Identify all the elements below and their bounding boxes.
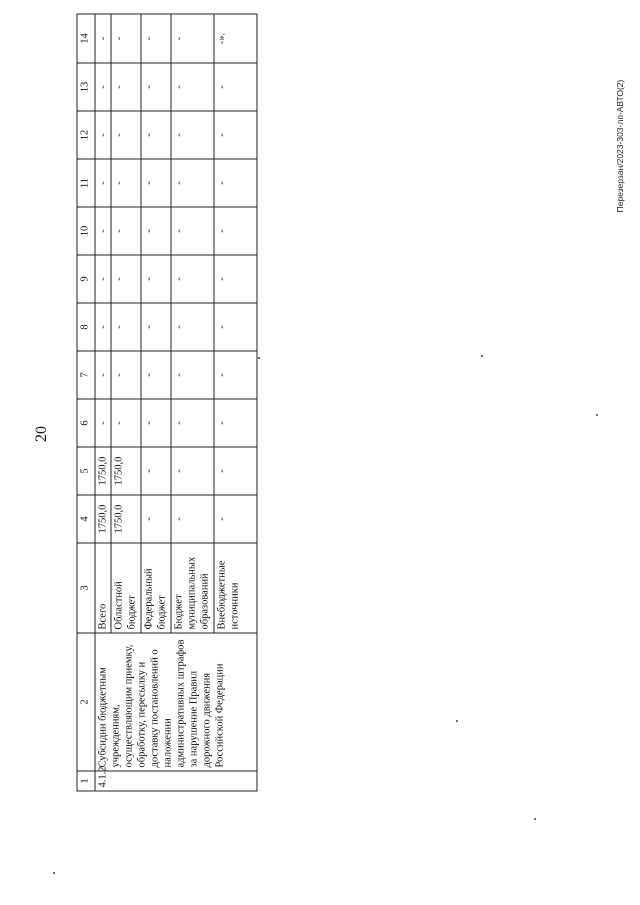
value-cell: - (97, 85, 109, 89)
row-description: Субсидии бюджетным учреждениям, осуществляющим приемку, обработку, пересылку и доставку постановлений о наложении административных штрафов за нарушение Правил дорожного движения Российской Федерации (95, 633, 257, 771)
funding-sources (95, 543, 257, 633)
col-4-values (95, 495, 257, 543)
value-cell: - (111, 15, 141, 63)
value-cell: - (171, 400, 214, 447)
source-regional: Областной бюджет (111, 544, 141, 633)
value-cell: 1750,0 (111, 496, 141, 543)
col-12-values (95, 111, 257, 159)
value-cell: - (171, 160, 214, 207)
header-cell: 5 (77, 447, 95, 495)
file-identifier: Перезерзан/2023-303-лп-АВТО(2) (615, 79, 625, 213)
header-cell: 12 (77, 111, 95, 159)
value-cell: - (171, 352, 214, 399)
row-code: 4.1.2 (95, 771, 257, 791)
value-cell: - (214, 352, 257, 399)
header-cell: 7 (77, 351, 95, 399)
value-cell: - (214, 496, 257, 543)
value-cell: - (171, 496, 214, 543)
scan-speck (481, 355, 483, 357)
col-8-values (95, 303, 257, 351)
scan-speck (258, 357, 260, 359)
value-cell: - (111, 208, 141, 255)
scan-speck (534, 818, 536, 820)
table-row (95, 14, 257, 791)
value-cell: -». (214, 15, 257, 63)
table-header-row (77, 14, 95, 791)
value-cell: - (111, 352, 141, 399)
header-cell: 4 (77, 495, 95, 543)
value-cell: - (111, 400, 141, 447)
scan-speck (53, 872, 55, 874)
value-cell: - (141, 496, 171, 543)
value-cell: - (171, 64, 214, 111)
source-extrabudgetary: Внебюджетные источники (214, 544, 257, 633)
value-cell: - (141, 352, 171, 399)
value-cell: - (214, 208, 257, 255)
value-cell: - (141, 160, 171, 207)
header-cell: 10 (77, 207, 95, 255)
value-cell: - (141, 208, 171, 255)
value-cell: 1750,0 (111, 448, 141, 495)
budget-table (77, 17, 257, 792)
value-cell: - (214, 304, 257, 351)
col-11-values (95, 159, 257, 207)
value-cell: - (97, 421, 109, 425)
value-cell: 1750,0 (97, 456, 109, 486)
value-cell: - (171, 448, 214, 495)
scan-speck (596, 414, 598, 416)
scan-speck (456, 720, 458, 722)
header-cell: 3 (77, 543, 95, 633)
source-municipal: Бюджет муниципальных образований (171, 544, 214, 633)
value-cell: - (141, 64, 171, 111)
col-14-values (95, 14, 257, 63)
header-cell: 1 (77, 771, 95, 791)
col-9-values (95, 255, 257, 303)
value-cell: - (214, 112, 257, 159)
value-cell: - (97, 325, 109, 329)
header-cell: 2 (77, 633, 95, 771)
value-cell: 1750,0 (97, 504, 109, 534)
value-cell: - (141, 448, 171, 495)
value-cell: - (111, 112, 141, 159)
col-10-values (95, 207, 257, 255)
header-cell: 9 (77, 255, 95, 303)
value-cell: - (171, 304, 214, 351)
value-cell: - (111, 160, 141, 207)
value-cell: - (171, 112, 214, 159)
value-cell: - (171, 208, 214, 255)
value-cell: - (111, 256, 141, 303)
header-cell: 14 (77, 14, 95, 63)
value-cell: - (141, 112, 171, 159)
value-cell: - (97, 181, 109, 185)
value-cell: - (171, 256, 214, 303)
col-7-values (95, 351, 257, 399)
value-cell: - (97, 133, 109, 137)
col-13-values (95, 63, 257, 111)
value-cell: - (97, 277, 109, 281)
value-cell: - (141, 256, 171, 303)
value-cell: - (214, 400, 257, 447)
value-cell: - (97, 36, 109, 41)
value-cell: - (141, 15, 171, 63)
value-cell: - (214, 448, 257, 495)
value-cell: - (214, 64, 257, 111)
value-cell: - (171, 15, 214, 63)
source-total: Всего (97, 603, 109, 630)
col-6-values (95, 399, 257, 447)
page-number: 20 (33, 426, 50, 442)
value-cell: - (97, 373, 109, 377)
value-cell: - (97, 229, 109, 233)
value-cell: - (111, 304, 141, 351)
header-cell: 6 (77, 399, 95, 447)
col-5-values (95, 447, 257, 495)
value-cell: - (214, 256, 257, 303)
value-cell: - (141, 400, 171, 447)
value-cell: - (111, 64, 141, 111)
header-cell: 13 (77, 63, 95, 111)
value-cell: - (214, 160, 257, 207)
value-cell: - (141, 304, 171, 351)
header-cell: 11 (77, 159, 95, 207)
source-federal: Федеральный бюджет (141, 544, 171, 633)
header-cell: 8 (77, 303, 95, 351)
